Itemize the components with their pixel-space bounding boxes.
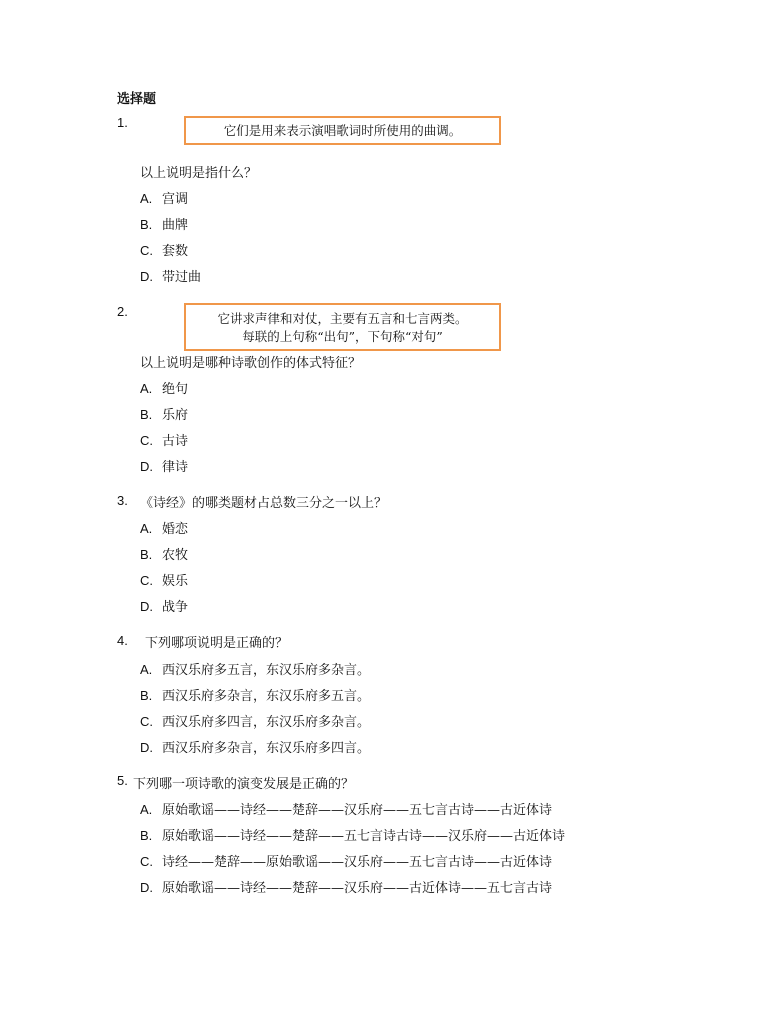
option-letter: A. <box>140 662 153 677</box>
callout-line: 它讲求声律和对仗，主要有五言和七言两类。 <box>217 311 468 326</box>
question-4-number: 4. <box>117 633 128 648</box>
question-5-prompt: 下列哪一项诗歌的演变发展是正确的？ <box>133 777 355 792</box>
option-letter: D. <box>140 740 153 755</box>
option-letter: C. <box>140 714 153 729</box>
option-text: 古诗 <box>162 434 189 449</box>
option-letter: A. <box>140 521 153 536</box>
option-letter: B. <box>140 407 153 422</box>
option-text: 曲牌 <box>162 218 189 233</box>
option-letter: B. <box>140 688 153 703</box>
question-3-option-a[interactable] <box>140 518 188 537</box>
question-1-option-a[interactable] <box>140 188 188 207</box>
option-text: 原始歌谣——诗经——楚辞——汉乐府——古近体诗——五七言古诗 <box>162 881 553 896</box>
option-text: 西汉乐府多四言，东汉乐府多杂言。 <box>162 715 371 730</box>
question-1-callout <box>184 116 501 145</box>
option-letter: B. <box>140 217 153 232</box>
question-3-option-b[interactable] <box>140 544 188 563</box>
option-letter: D. <box>140 599 153 614</box>
question-2-option-d[interactable] <box>140 456 188 475</box>
question-4-option-c[interactable] <box>140 711 370 730</box>
option-letter: A. <box>140 381 153 396</box>
question-4-option-d[interactable] <box>140 737 370 756</box>
question-1-prompt: 以上说明是指什么？ <box>140 166 258 181</box>
option-letter: A. <box>140 191 153 206</box>
option-text: 西汉乐府多杂言，东汉乐府多五言。 <box>162 689 371 704</box>
question-2-option-a[interactable] <box>140 378 188 397</box>
question-4-prompt: 下列哪项说明是正确的？ <box>145 636 289 651</box>
section-title: 选择题 <box>117 92 157 107</box>
callout-line: 它们是用来表示演唱歌词时所使用的曲调。 <box>223 123 462 138</box>
option-letter: C. <box>140 433 153 448</box>
question-4-option-b[interactable] <box>140 685 370 704</box>
option-text: 战争 <box>162 600 189 615</box>
question-5-option-a[interactable] <box>140 799 552 818</box>
option-text: 娱乐 <box>162 574 189 589</box>
question-5-option-d[interactable] <box>140 877 552 896</box>
question-2-callout <box>184 303 501 351</box>
question-1-option-b[interactable] <box>140 214 188 233</box>
option-letter: C. <box>140 573 153 588</box>
option-letter: B. <box>140 547 153 562</box>
question-1-option-d[interactable] <box>140 266 201 285</box>
question-3-prompt: 《诗经》的哪类题材占总数三分之一以上？ <box>140 496 388 511</box>
option-text: 律诗 <box>162 460 189 475</box>
option-letter: D. <box>140 880 153 895</box>
question-5-number: 5. <box>117 773 128 788</box>
option-text: 原始歌谣——诗经——楚辞——汉乐府——五七言古诗——古近体诗 <box>162 803 553 818</box>
option-text: 乐府 <box>162 408 189 423</box>
question-3-option-c[interactable] <box>140 570 188 589</box>
option-letter: C. <box>140 854 153 869</box>
option-letter: D. <box>140 459 153 474</box>
callout-line: 每联的上句称“出句”，下句称“对句” <box>242 329 443 344</box>
option-letter: B. <box>140 828 153 843</box>
option-text: 套数 <box>162 244 189 259</box>
question-3-option-d[interactable] <box>140 596 188 615</box>
question-5-option-c[interactable] <box>140 851 552 870</box>
option-text: 原始歌谣——诗经——楚辞——五七言诗古诗——汉乐府——古近体诗 <box>162 829 566 844</box>
option-letter: D. <box>140 269 153 284</box>
question-1-option-c[interactable] <box>140 240 188 259</box>
option-letter: C. <box>140 243 153 258</box>
question-4-option-a[interactable] <box>140 659 370 678</box>
question-5-option-b[interactable] <box>140 825 565 844</box>
option-text: 诗经——楚辞——原始歌谣——汉乐府——五七言古诗——古近体诗 <box>162 855 553 870</box>
option-text: 宫调 <box>162 192 189 207</box>
option-text: 带过曲 <box>162 270 202 285</box>
option-text: 西汉乐府多五言，东汉乐府多杂言。 <box>162 663 371 678</box>
option-letter: A. <box>140 802 153 817</box>
option-text: 婚恋 <box>162 522 189 537</box>
question-2-prompt: 以上说明是哪种诗歌创作的体式特征？ <box>140 356 362 371</box>
question-1-number: 1. <box>117 115 128 130</box>
question-3-number: 3. <box>117 493 128 508</box>
option-text: 农牧 <box>162 548 189 563</box>
question-2-number: 2. <box>117 304 128 319</box>
question-2-option-c[interactable] <box>140 430 188 449</box>
option-text: 绝句 <box>162 382 189 397</box>
question-2-option-b[interactable] <box>140 404 188 423</box>
option-text: 西汉乐府多杂言，东汉乐府多四言。 <box>162 741 371 756</box>
